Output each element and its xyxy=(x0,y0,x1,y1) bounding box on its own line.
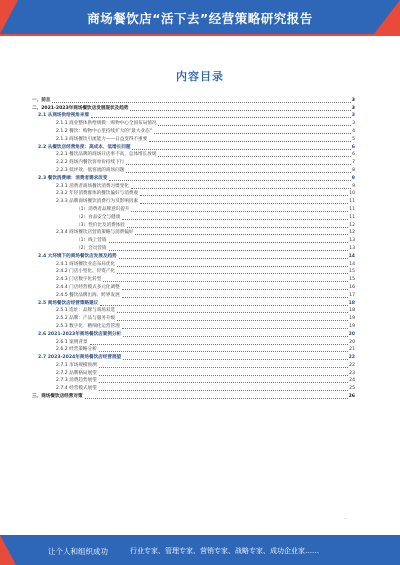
toc-entry-page: 12 xyxy=(349,222,355,228)
toc-entry-title: 2.2 从餐饮店经营角度：高成本、低增长问题 xyxy=(38,144,131,150)
toc-entry[interactable] xyxy=(30,229,355,237)
toc-leader-dots xyxy=(117,319,348,321)
toc-entry[interactable] xyxy=(30,291,355,299)
toc-entry-page: 7 xyxy=(352,160,355,166)
toc-entry-page: 19 xyxy=(349,323,355,329)
toc-entry-title: 2.7 2023-2024年商场餐饮店经营展望 xyxy=(38,355,122,361)
toc-entry-title: 2.1 从商场供给视角来看 xyxy=(38,113,90,119)
toc-entry-page: 5 xyxy=(352,136,355,142)
toc-entry[interactable] xyxy=(30,346,355,354)
toc-entry[interactable] xyxy=(30,307,355,315)
footer-accent xyxy=(0,535,16,565)
toc-entry-title: 2.3.1 消费者商场餐饮消费习惯变化 xyxy=(56,183,129,189)
toc-entry-page: 15 xyxy=(349,269,355,275)
toc-entry[interactable] xyxy=(30,158,355,166)
toc-entry-title: 2.2.2 商场内餐饮客单价持续下行 xyxy=(56,160,125,166)
toc-entry-page: 11 xyxy=(349,206,355,212)
toc-leader-dots xyxy=(117,265,348,267)
toc-entry-title: 2.3 餐饮消费端：消费者需求改变 xyxy=(38,175,108,181)
toc-leader-dots xyxy=(135,233,348,235)
toc-entry[interactable] xyxy=(30,213,355,221)
toc-entry-title: 三、商场餐饮店经营对策 xyxy=(32,394,83,400)
toc-entry-page: 21 xyxy=(349,347,355,353)
toc-entry-page: 9 xyxy=(351,175,355,181)
toc-entry[interactable] xyxy=(30,166,355,174)
toc-leader-dots xyxy=(103,280,348,282)
toc-leader-dots xyxy=(154,132,351,134)
toc-entry[interactable] xyxy=(30,182,355,190)
toc-leader-dots xyxy=(130,109,350,111)
toc-leader-dots xyxy=(109,249,349,251)
toc-entry-page: 24 xyxy=(349,378,355,384)
toc-entry[interactable] xyxy=(30,119,355,127)
toc-leader-dots xyxy=(99,389,348,391)
toc-entry-title: 一、前言 xyxy=(32,97,51,103)
toc-leader-dots xyxy=(119,257,348,259)
toc-entry-page: 3 xyxy=(351,113,355,119)
toc-leader-dots xyxy=(99,350,348,352)
toc-entry-page: 20 xyxy=(348,331,355,337)
toc-entry[interactable] xyxy=(30,353,355,361)
toc-entry-page: 20 xyxy=(349,339,355,345)
toc-leader-dots xyxy=(122,218,348,220)
toc-entry-page: 11 xyxy=(349,199,355,205)
toc-leader-dots xyxy=(117,272,348,274)
toc-entry[interactable] xyxy=(30,112,355,120)
toc-entry-title: 2.6.1 案例背景 xyxy=(56,339,88,345)
toc-entry[interactable] xyxy=(30,275,355,283)
toc-entry[interactable] xyxy=(30,322,355,330)
toc-entry[interactable] xyxy=(30,392,355,400)
toc-entry-title: 2.4.4 门店经营模式多元化调整 xyxy=(56,284,120,290)
toc-entry-page: 25 xyxy=(349,386,355,392)
toc-leader-dots xyxy=(132,148,350,150)
toc-leader-dots xyxy=(140,194,348,196)
toc-entry-title: （1）线上营销 xyxy=(76,238,107,244)
footer-roles: 行业专家、管理专家、营销专家、战略专家、成功企业家…… xyxy=(130,547,319,555)
toc-leader-dots xyxy=(122,327,348,329)
toc-entry-page: 13 xyxy=(349,245,355,251)
toc-leader-dots xyxy=(52,101,350,103)
toc-entry-page: 22 xyxy=(349,362,355,368)
toc-leader-dots xyxy=(149,140,351,142)
toc-entry[interactable] xyxy=(30,283,355,291)
toc-entry-page: 19 xyxy=(349,316,355,322)
toc-entry[interactable] xyxy=(30,104,355,112)
toc-leader-dots xyxy=(158,155,351,157)
toc-entry-title: 2.7.3 消费趋势展望 xyxy=(56,378,97,384)
toc-entry-title: 2.1.3 商场餐饮引流能力——日益变得不重要 xyxy=(56,136,148,142)
toc-entry-page: 12 xyxy=(349,230,355,236)
toc-entry-page: 14 xyxy=(349,261,355,267)
toc-entry[interactable] xyxy=(30,174,355,182)
toc-leader-dots xyxy=(91,116,351,118)
toc-entry-page: 6 xyxy=(352,152,355,158)
toc-leader-dots xyxy=(126,163,351,165)
page-footer xyxy=(0,535,400,565)
toc-entry-page: 18 xyxy=(349,308,355,314)
toc-entry[interactable] xyxy=(30,330,355,338)
toc-heading: 内容目录 xyxy=(176,70,224,83)
toc-entry[interactable] xyxy=(30,197,355,205)
toc-leader-dots xyxy=(123,358,347,360)
footer-slogan: 让个人和组织成功 xyxy=(48,547,108,556)
toc-leader-dots xyxy=(99,366,348,368)
report-header xyxy=(0,0,400,34)
toc-entry-title: 2.6 2021-2023年商场餐饮店案例分析 xyxy=(38,331,122,337)
toc-entry-page: 22 xyxy=(348,355,355,361)
toc-entry-title: 2.7.2 品牌格局展望 xyxy=(56,370,97,376)
toc-entry-title: 二、2021-2023年商场餐饮店发展现状及趋势 xyxy=(32,105,129,111)
toc-entry-title: 2.5.1 选址：品牌与商场双选 xyxy=(56,308,116,314)
toc-leader-dots xyxy=(99,381,348,383)
toc-entry[interactable] xyxy=(30,190,355,198)
toc-entry[interactable] xyxy=(30,377,355,385)
toc-entry-title: 2.2.3 低坪效、低客流的商场问题 xyxy=(56,167,125,173)
header-divider xyxy=(0,34,400,36)
toc-entry-page: 8 xyxy=(352,167,355,173)
toc-leader-dots xyxy=(85,397,348,399)
toc-entry-title: 2.3.3 品牌商场餐饮消费行为及影响因素 xyxy=(56,199,139,205)
toc-entry-title: （3）性价比及消费体验 xyxy=(76,222,125,228)
toc-entry-page: 3 xyxy=(352,121,355,127)
toc-entry-title: 2.3.2 年轻消费群体的餐饮偏好与消费观 xyxy=(56,191,139,197)
toc-entry-title: 2.6.2 经营策略分析 xyxy=(56,347,97,353)
toc-entry-title: 2.4.5 餐饮品牌出海、跨界发展 xyxy=(56,292,120,298)
toc-entry-page: 3 xyxy=(351,105,355,111)
toc-leader-dots xyxy=(109,241,349,243)
toc-entry[interactable] xyxy=(30,314,355,322)
toc-entry[interactable] xyxy=(30,205,355,213)
toc-entry-title: 2.1.2 餐饮：购物中心里持续扩大的“最大业态” xyxy=(56,128,153,134)
toc-entry-title: （2）食品安全与健康 xyxy=(76,214,121,220)
toc-entry[interactable] xyxy=(30,338,355,346)
toc-entry-title: 2.7.4 经营模式展望 xyxy=(56,386,97,392)
toc-entry-title: 2.1.1 商业整体供给规模：购物中心全国布局情况 xyxy=(56,121,157,127)
toc-entry-title: 2.5.3 数字化：精细化运营管理 xyxy=(56,323,120,329)
toc-entry-page: 10 xyxy=(349,191,355,197)
toc-leader-dots xyxy=(122,296,348,298)
toc-entry-title: （1）消费者品牌意识提升 xyxy=(76,206,130,212)
toc-leader-dots xyxy=(140,202,348,204)
toc-entry[interactable] xyxy=(30,260,355,268)
report-title: 商场餐饮店“活下去”经营策略研究报告 xyxy=(87,11,313,26)
toc-entry[interactable] xyxy=(30,236,355,244)
toc-entry-title: 2.5 商场餐饮店经营策略建议 xyxy=(38,300,99,306)
toc-leader-dots xyxy=(122,288,348,290)
toc-entry-title: 2.4 大环境下的商场餐饮店发展及趋势 xyxy=(38,253,117,259)
toc-entry-page: 17 xyxy=(349,292,355,298)
toc-entry[interactable] xyxy=(30,369,355,377)
toc-entry-title: 2.4.3 门店数字化转型 xyxy=(56,277,102,283)
toc-leader-dots xyxy=(100,304,347,306)
toc-entry-page: 23 xyxy=(349,370,355,376)
toc-entry-page: 18 xyxy=(348,300,355,306)
toc-entry[interactable] xyxy=(30,143,355,151)
toc-entry[interactable] xyxy=(30,127,355,135)
toc-entry-title: （2）会员营销 xyxy=(76,245,107,251)
toc-leader-dots xyxy=(126,171,351,173)
toc-entry-page: 6 xyxy=(351,144,355,150)
toc-entry-title: 2.3.4 商场餐饮店营销策略与消费偏好 xyxy=(56,230,134,236)
toc-entry-title: 2.2.1 餐饮品牌的商场开店率不高，总体增长放缓 xyxy=(56,152,157,158)
toc-entry-page: 26 xyxy=(348,394,355,400)
table-of-contents xyxy=(30,96,355,400)
toc-leader-dots xyxy=(109,179,350,181)
toc-leader-dots xyxy=(127,226,348,228)
toc-entry-page: 15 xyxy=(349,277,355,283)
toc-entry[interactable] xyxy=(30,151,355,159)
toc-leader-dots xyxy=(158,124,351,126)
toc-leader-dots xyxy=(99,374,348,376)
toc-entry[interactable] xyxy=(30,96,355,104)
toc-entry[interactable] xyxy=(30,244,355,252)
toc-entry-page: 3 xyxy=(351,97,355,103)
toc-entry[interactable] xyxy=(30,221,355,229)
toc-leader-dots xyxy=(90,343,349,345)
toc-entry[interactable] xyxy=(30,268,355,276)
toc-entry[interactable] xyxy=(30,361,355,369)
toc-entry-title: 2.7.1 市场规模预测 xyxy=(56,362,97,368)
toc-entry-title: 2.5.2 品牌：产品与服务升级 xyxy=(56,316,116,322)
toc-entry-page: 13 xyxy=(349,238,355,244)
toc-entry[interactable] xyxy=(30,135,355,143)
toc-leader-dots xyxy=(131,187,351,189)
toc-entry-page: 9 xyxy=(352,183,355,189)
toc-leader-dots xyxy=(123,335,347,337)
toc-entry-page: 11 xyxy=(349,214,355,220)
toc-leader-dots xyxy=(131,210,348,212)
toc-entry-title: 2.4.2 门店小型化、轻资产化 xyxy=(56,269,116,275)
toc-entry-page: 16 xyxy=(349,284,355,290)
toc-entry-title: 2.4.1 商场餐饮业态布局优化 xyxy=(56,261,116,267)
toc-entry[interactable] xyxy=(30,299,355,307)
toc-entry-page: 14 xyxy=(348,253,355,259)
toc-leader-dots xyxy=(117,311,348,313)
toc-entry[interactable] xyxy=(30,384,355,392)
page-marker: · xyxy=(344,516,346,522)
toc-entry-page: 4 xyxy=(352,128,355,134)
toc-entry[interactable] xyxy=(30,252,355,260)
